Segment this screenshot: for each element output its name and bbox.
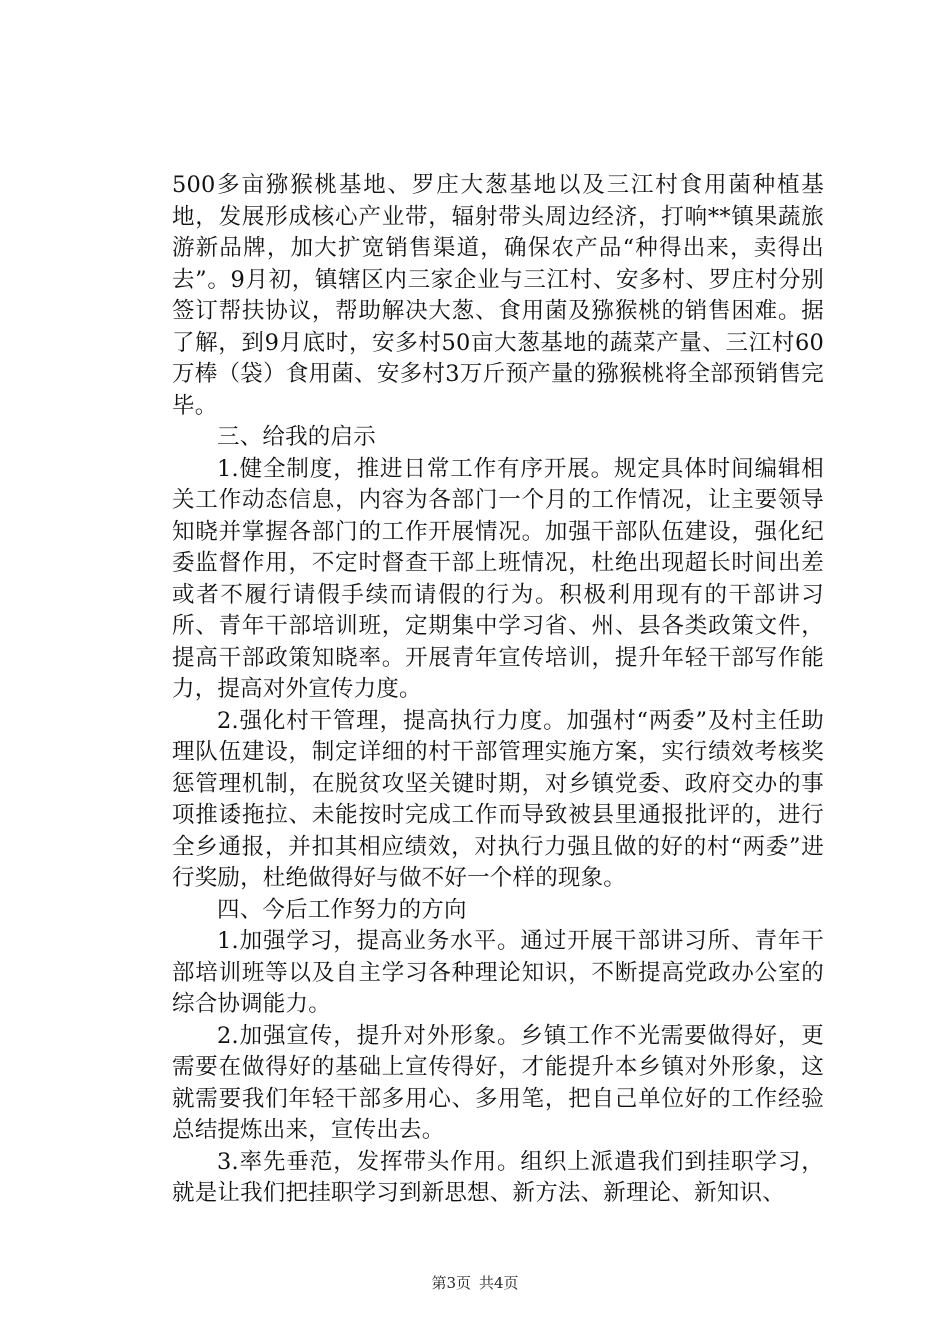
page-number-current: 第3页 xyxy=(431,1274,471,1292)
page-number-total: 共4页 xyxy=(479,1274,519,1292)
document-body xyxy=(172,170,824,1210)
paragraph-3: 2.强化村干管理，提高执行力度。加强村“两委”及村主任助理队伍建设，制定详细的村干部管理实施方案，实行绩效考核奖惩管理机制，在脱贫攻坚关键时期，对乡镇党委、政府交办的事项推诿拖拉、未能按时完成工作而导致被县里通报批评的，进行全乡通报，并扣其相应绩效，对执行力强且做的好的村“两委”进行奖励，杜绝做得好与做不好一个样的现象。 xyxy=(172,707,824,891)
paragraph-2: 1.健全制度，推进日常工作有序开展。规定具体时间编辑相关工作动态信息，内容为各部门一个月的工作情况，让主要领导知晓并掌握各部门的工作开展情况。加强干部队伍建设，强化纪委监督作用，不定时督查干部上班情况，杜绝出现超长时间出差或者不履行请假手续而请假的行为。积极利用现有的干部讲习所、青年干部培训班，定期集中学习省、州、县各类政策文件，提高干部政策知晓率。开展青年宣传培训，提升年轻干部写作能力，提高对外宣传力度。 xyxy=(172,455,824,702)
paragraph-1: 500多亩猕猴桃基地、罗庄大葱基地以及三江村食用菌种植基地，发展形成核心产业带，辐射带头周边经济，打响**镇果蔬旅游新品牌，加大扩宽销售渠道，确保农产品“种得出来，卖得出去”。9月初，镇辖区内三家企业与三江村、安多村、罗庄村分别签订帮扶协议，帮助解决大葱、食用菌及猕猴桃的销售困难。据了解，到9月底时，安多村50亩大葱基地的蔬菜产量、三江村60万棒（袋）食用菌、安多村3万斤预产量的猕猴桃将全部预销售完毕。 xyxy=(172,172,824,419)
paragraph-6: 3.率先垂范，发挥带头作用。组织上派遣我们到挂职学习，就是让我们把挂职学习到新思想、新方法、新理论、新知识、 xyxy=(172,1148,824,1206)
page-footer xyxy=(0,1273,950,1293)
paragraph-4: 1.加强学习，提高业务水平。通过开展干部讲习所、青年干部培训班等以及自主学习各种理论知识，不断提高党政办公室的综合协调能力。 xyxy=(172,928,824,1017)
section-heading-4: 四、今后工作努力的方向 xyxy=(217,896,467,923)
section-heading-3: 三、给我的启示 xyxy=(217,424,376,450)
paragraph-5: 2.加强宣传，提升对外形象。乡镇工作不光需要做得好，更需要在做得好的基础上宣传得好，才能提升本乡镇对外形象，这就需要我们年轻干部多用心、多用笔，把自己单位好的工作经验总结提炼出来，宣传出去。 xyxy=(172,1022,824,1143)
